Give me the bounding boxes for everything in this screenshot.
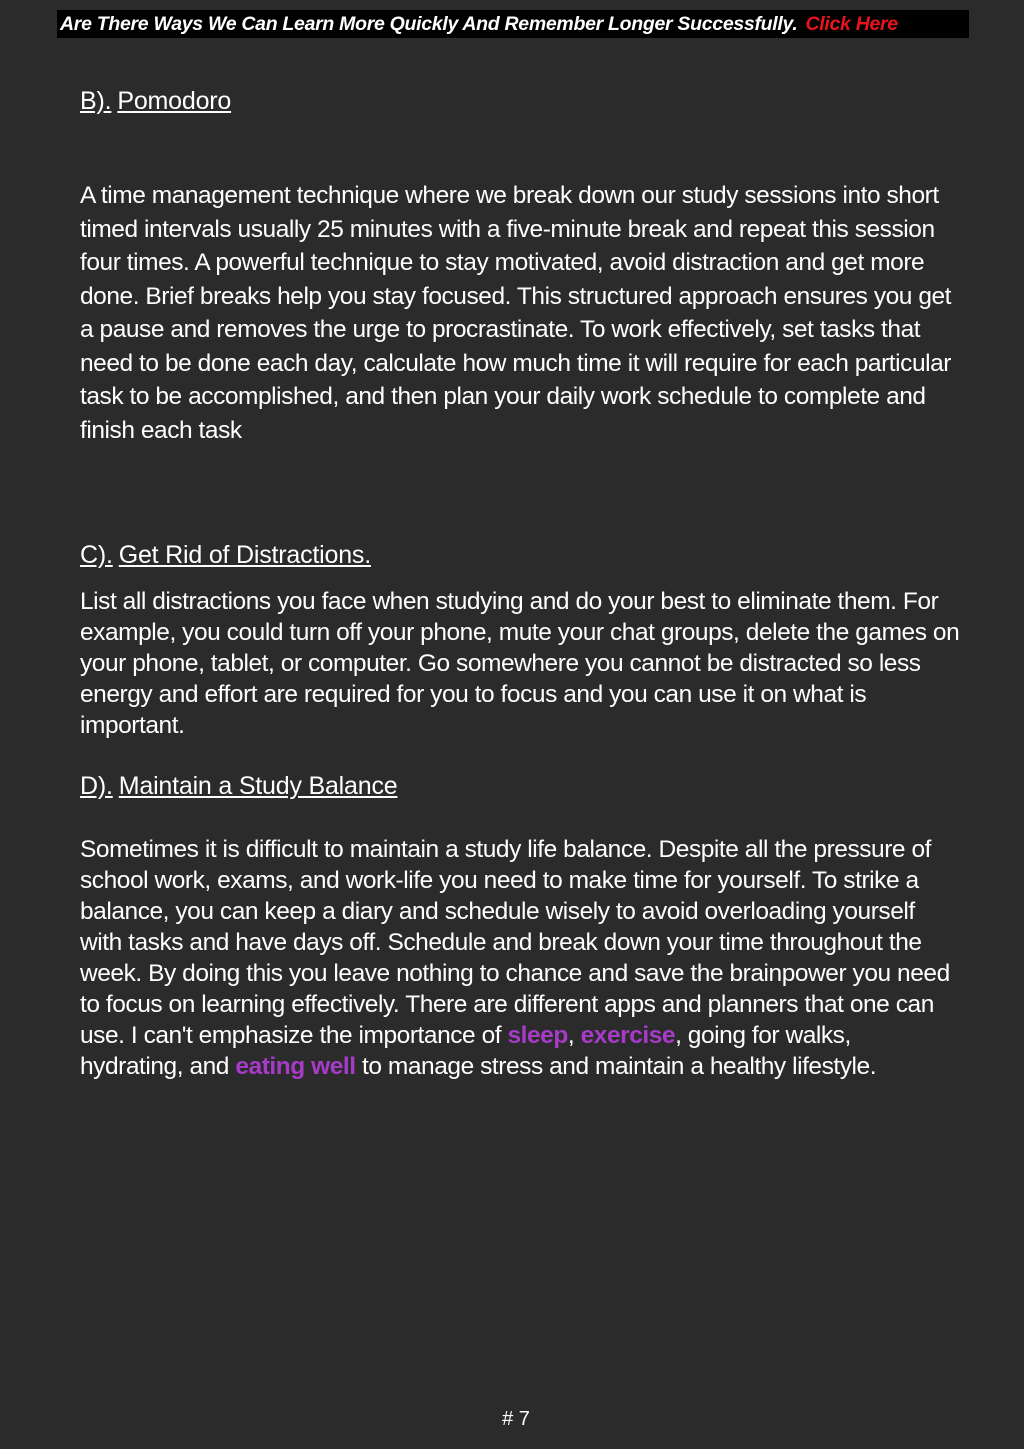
highlight-exercise: exercise: [580, 1022, 676, 1049]
banner-text: Are There Ways We Can Learn More Quickly And Remember Longer Successfully.: [60, 12, 798, 35]
page-number: # 7: [502, 1408, 530, 1430]
section-heading-distractions: [80, 541, 371, 570]
section-letter: C).: [80, 541, 113, 569]
section-title: Maintain a Study Balance: [118, 772, 398, 800]
balance-text-mid: , going for walks, hydrating, and: [80, 1022, 851, 1080]
distractions-paragraph: List all distractions you face when studying and do your best to eliminate them. For example, you could turn off your phone, mute your chat groups, delete the games on your phone, tablet, or computer. Go somewhere you cannot be distracted so less energy and effort are required for you to focus and you can use it on what is important.: [80, 588, 960, 739]
highlight-eating-well: eating well: [235, 1053, 356, 1080]
pomodoro-paragraph: A time management technique where we break down our study sessions into short timed intervals usually 25 minutes with a five-minute break and repeat this session four times. A powerful technique to stay motivated, avoid distraction and get more done. Brief breaks help you stay focused. This structured approach ensures you get a pause and removes the urge to procrastinate. To work effectively, set tasks that need to be done each day, calculate how much time it will require for each particular task to be accomplished, and then plan your daily work schedule to complete and finish each task: [80, 182, 952, 444]
section-heading-balance: [80, 772, 397, 801]
section-title: Pomodoro: [117, 87, 232, 115]
balance-text-sep: ,: [567, 1022, 581, 1049]
balance-text-end: to manage stress and maintain a healthy lifestyle.: [355, 1053, 877, 1080]
highlight-sleep: sleep: [507, 1022, 568, 1049]
balance-text-start: Sometimes it is difficult to maintain a study life balance. Despite all the pressure of school work, exams, and work-life you need to make time for yourself. To strike a balance, you can keep a diary and schedule wisely to avoid overloading yourself with tasks and have days off. Schedule and break down your time throughout the week. By doing this you leave nothing to chance and save the brainpower you need to focus on learning effectively. There are different apps and planners that one can use. I can't emphasize the importance of: [80, 836, 950, 1049]
click-here-link[interactable]: Click Here: [805, 12, 898, 35]
section-title: Get Rid of Distractions.: [118, 541, 371, 569]
top-banner: [57, 10, 969, 38]
section-letter: B).: [80, 87, 112, 115]
section-letter: D).: [80, 772, 113, 800]
balance-paragraph: [80, 834, 960, 1082]
section-heading-pomodoro: [80, 87, 231, 116]
